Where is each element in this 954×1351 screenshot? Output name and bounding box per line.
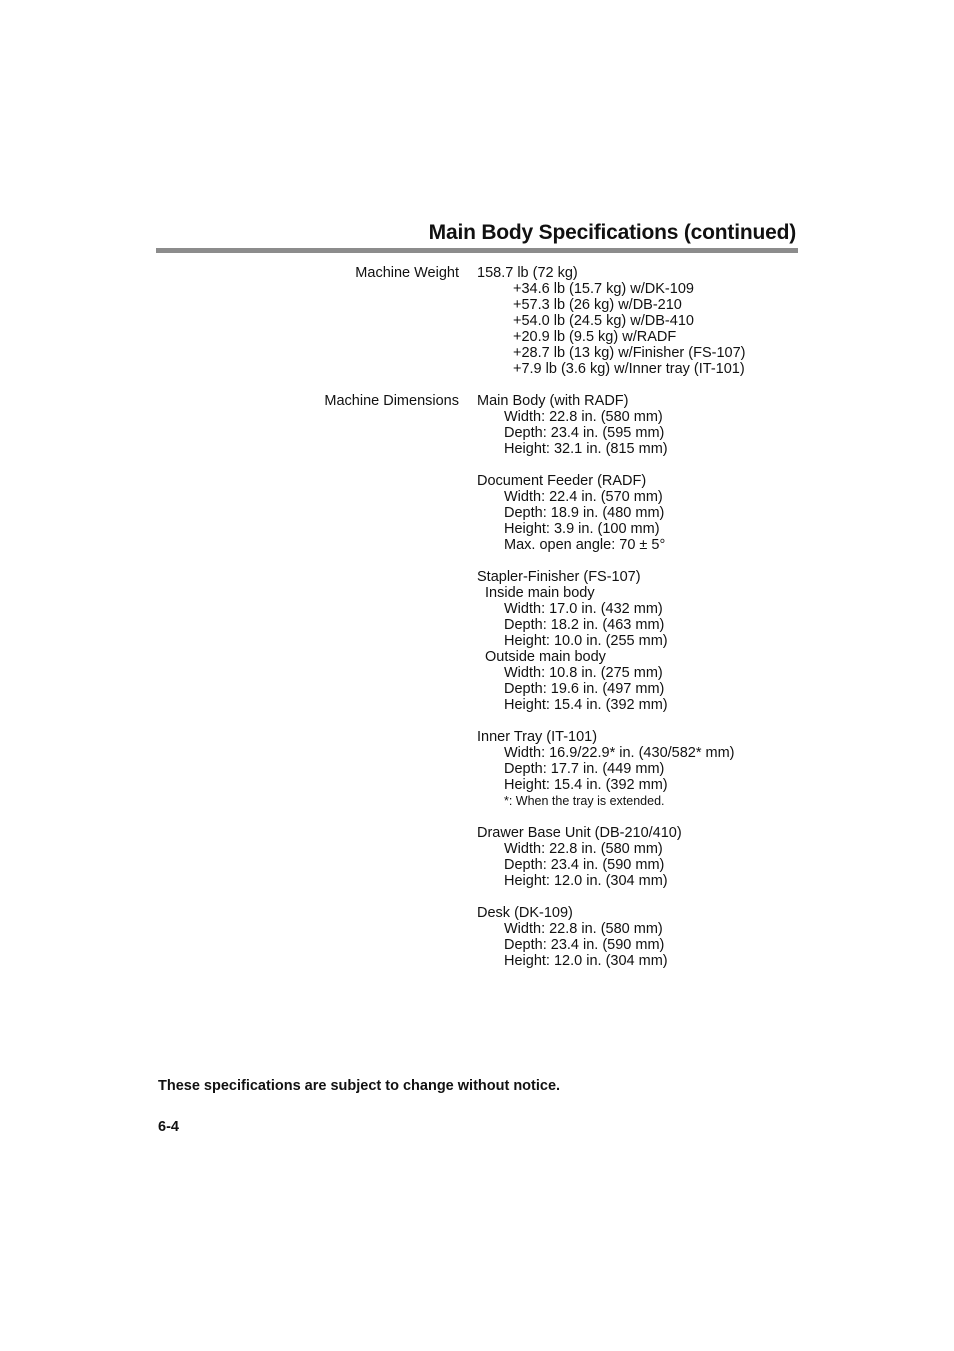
machine-weight-values [477, 265, 746, 377]
inner-tray-footnote: *: When the tray is extended. [504, 794, 665, 808]
document-feeder-angle: Max. open angle: 70 ± 5° [504, 537, 666, 553]
inside-depth: Depth: 18.2 in. (463 mm) [504, 617, 665, 633]
weight-option: +54.0 lb (24.5 kg) w/DB-410 [513, 313, 694, 329]
main-body-depth: Depth: 23.4 in. (595 mm) [504, 425, 665, 441]
document-feeder-height: Height: 3.9 in. (100 mm) [504, 521, 660, 537]
machine-weight-label: Machine Weight [355, 265, 459, 281]
inner-tray-height: Height: 15.4 in. (392 mm) [504, 777, 668, 793]
change-notice: These specifications are subject to change without notice. [158, 1078, 561, 1094]
drawer-base-heading: Drawer Base Unit (DB-210/410) [477, 825, 682, 841]
desk-heading: Desk (DK-109) [477, 905, 573, 921]
desk-depth: Depth: 23.4 in. (590 mm) [504, 937, 665, 953]
desk-height: Height: 12.0 in. (304 mm) [504, 953, 668, 969]
page-number: 6-4 [158, 1119, 179, 1135]
machine-weight-value: 158.7 lb (72 kg) [477, 265, 578, 281]
document-feeder-heading: Document Feeder (RADF) [477, 473, 647, 489]
main-body-heading: Main Body (with RADF) [477, 393, 629, 409]
main-body-height: Height: 32.1 in. (815 mm) [504, 441, 668, 457]
outside-depth: Depth: 19.6 in. (497 mm) [504, 681, 665, 697]
weight-option: +34.6 lb (15.7 kg) w/DK-109 [513, 281, 694, 297]
machine-dimensions-label: Machine Dimensions [324, 393, 459, 409]
inner-tray-width: Width: 16.9/22.9* in. (430/582* mm) [504, 745, 735, 761]
outside-height: Height: 15.4 in. (392 mm) [504, 697, 668, 713]
weight-option: +20.9 lb (9.5 kg) w/RADF [513, 329, 677, 345]
drawer-base-width: Width: 22.8 in. (580 mm) [504, 841, 663, 857]
stapler-finisher-heading: Stapler-Finisher (FS-107) [477, 569, 641, 585]
weight-option: +57.3 lb (26 kg) w/DB-210 [513, 297, 682, 313]
page-title: Main Body Specifications (continued) [428, 221, 796, 244]
weight-option: +7.9 lb (3.6 kg) w/Inner tray (IT-101) [513, 361, 745, 377]
outside-width: Width: 10.8 in. (275 mm) [504, 665, 663, 681]
title-divider [156, 248, 798, 253]
inner-tray-heading: Inner Tray (IT-101) [477, 729, 598, 745]
inside-width: Width: 17.0 in. (432 mm) [504, 601, 663, 617]
document-feeder-depth: Depth: 18.9 in. (480 mm) [504, 505, 665, 521]
desk-width: Width: 22.8 in. (580 mm) [504, 921, 663, 937]
weight-option: +28.7 lb (13 kg) w/Finisher (FS-107) [513, 345, 746, 361]
drawer-base-depth: Depth: 23.4 in. (590 mm) [504, 857, 665, 873]
outside-main-body-heading: Outside main body [485, 649, 606, 665]
main-body-width: Width: 22.8 in. (580 mm) [504, 409, 663, 425]
drawer-base-height: Height: 12.0 in. (304 mm) [504, 873, 668, 889]
machine-dimensions-values [477, 393, 735, 969]
inside-main-body-heading: Inside main body [485, 585, 595, 601]
inner-tray-depth: Depth: 17.7 in. (449 mm) [504, 761, 665, 777]
inside-height: Height: 10.0 in. (255 mm) [504, 633, 668, 649]
document-feeder-width: Width: 22.4 in. (570 mm) [504, 489, 663, 505]
